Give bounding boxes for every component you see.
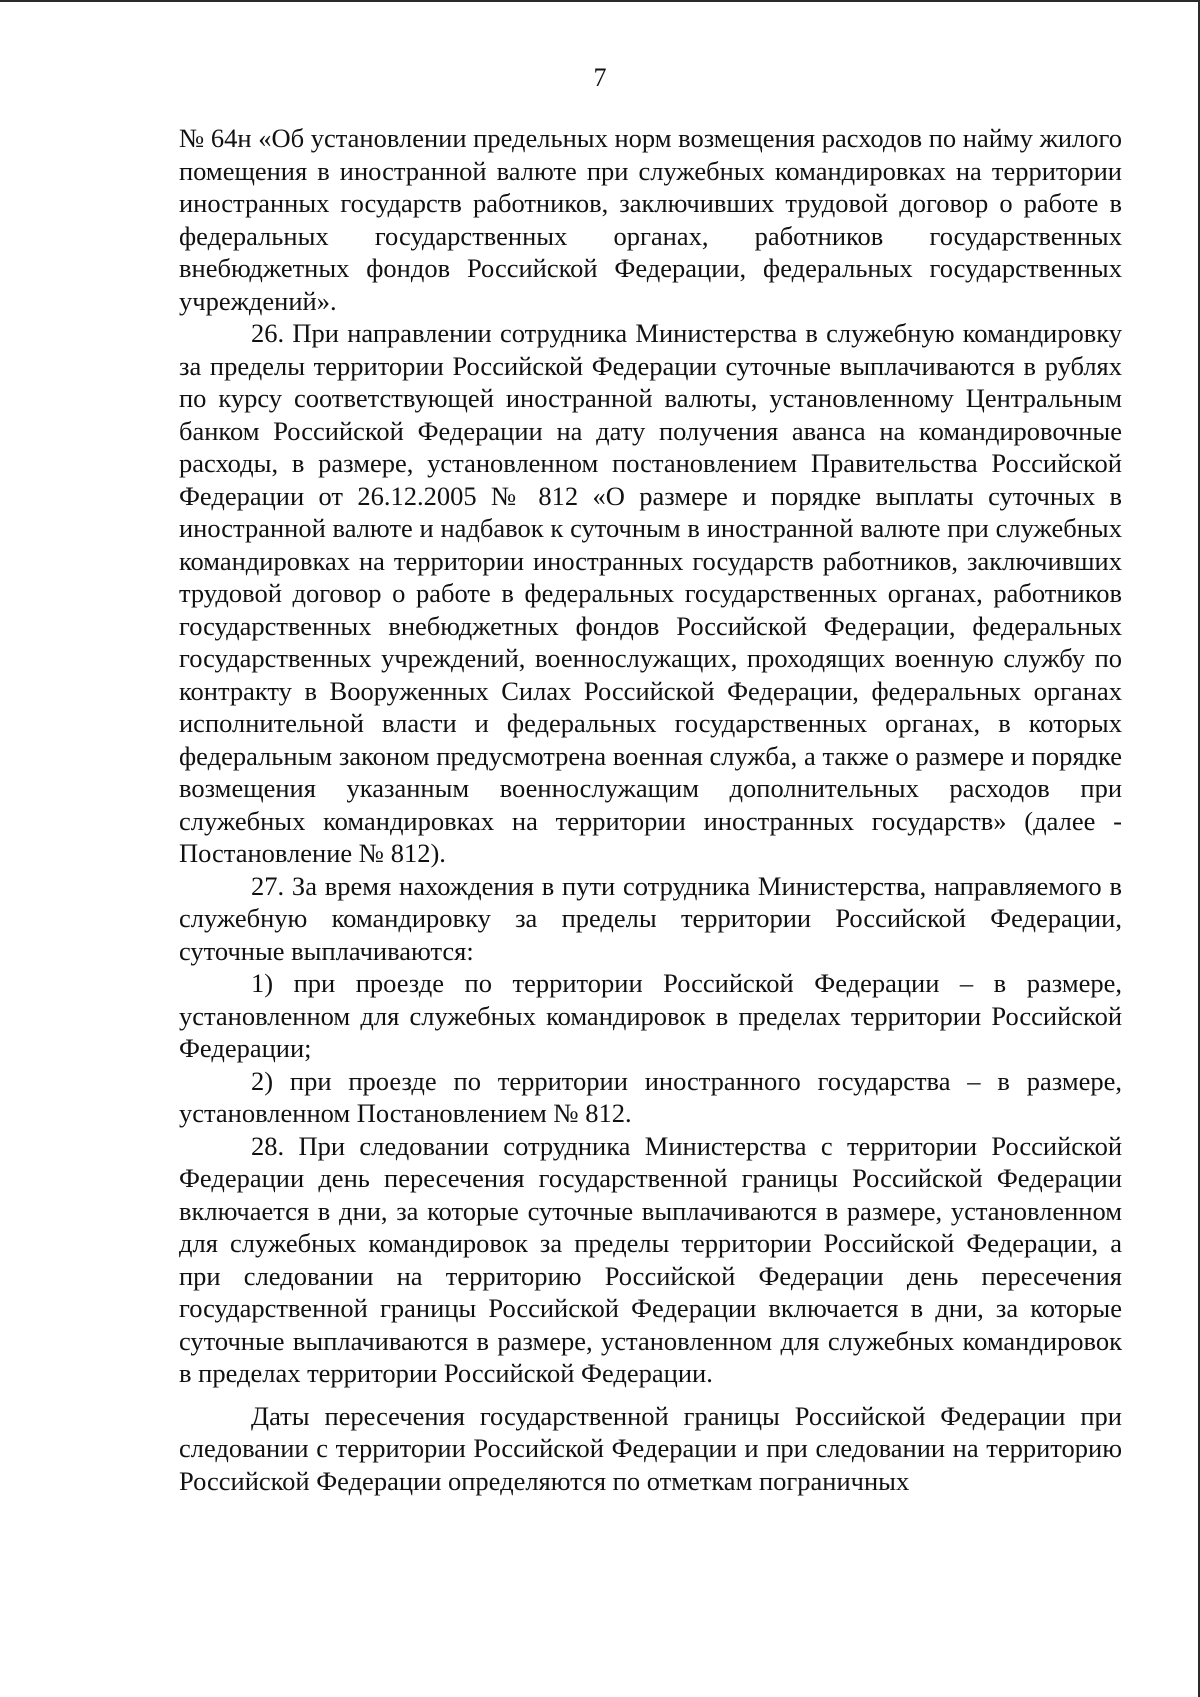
paragraph-item-27: 27. За время нахождения в пути сотрудника Министерства, направляемого в служебную командировку за пределы территории Российской Федерации, суточные выплачиваются: bbox=[179, 870, 1122, 966]
paragraph-item-26: 26. При направлении сотрудника Министерства в служебную командировку за пределы территории Российской Федерации суточные выплачиваются в рублях по курсу соответствующей иностранной валюты, установленному Центральным банком Российской Федерации на дату получения аванса на командировочные расходы, в размере, установленном постановлением Правительства Российской Федерации от 26.12.2005 № 812 «О размере и порядке выплаты суточных в иностранной валюте и надбавок к суточным в иностранной валюте при служебных командировках на территории иностранных государств работников, заключивших трудовой договор о работе в федеральных государственных органах, работников государственных внебюджетных фондов Российской Федерации, федеральных государственных учреждений, военнослужащих, проходящих военную службу по контракту в Вооруженных Силах Российской Федерации, федеральных органах исполнительной власти и федеральных государственных органах, в которых федеральным законом предусмотрена военная служба, а также о размере и порядке возмещения указанным военнослужащим дополнительных расходов при служебных командировках на территории иностранных государств» (далее - Постановление № 812). bbox=[179, 318, 1122, 868]
paragraph-order-reference: № 64н «Об установлении предельных норм возмещения расходов по найму жилого помещения в иностранной валюте при служебных командировках на территории иностранных государств работников, заключивших трудовой договор о работе в федеральных государственных органах, работников государственных внебюджетных фондов Российской Федерации, федеральных государственных учреждений». bbox=[179, 123, 1122, 316]
paragraph-item-27-sub-1: 1) при проезде по территории Российской Федерации – в размере, установленном для служебных командировок в пределах территории Российской Федерации; bbox=[179, 968, 1122, 1063]
paragraph-border-dates: Даты пересечения государственной границы Российской Федерации при следовании с территории Российской Федерации и при следовании на территорию Российской Федерации определяются по отметкам пограничных bbox=[179, 1400, 1122, 1496]
page-number: 7 bbox=[593, 63, 607, 92]
paragraph-item-28: 28. При следовании сотрудника Министерства с территории Российской Федерации день пересечения государственной границы Российской Федерации включается в дни, за которые суточные выплачиваются в размере, установленном для служебных командировок за пределы территории Российской Федерации, а при следовании на территорию Российской Федерации день пересечения государственной границы Российской Федерации включается в дни, за которые суточные выплачиваются в размере, установленном для служебных командировок в пределах территории Российской Федерации. bbox=[179, 1130, 1122, 1388]
document-body bbox=[179, 122, 1122, 1497]
scan-edge-top bbox=[0, 0, 1200, 2]
paragraph-item-27-sub-2: 2) при проезде по территории иностранного государства – в размере, установленном Постановлением № 812. bbox=[179, 1065, 1122, 1128]
